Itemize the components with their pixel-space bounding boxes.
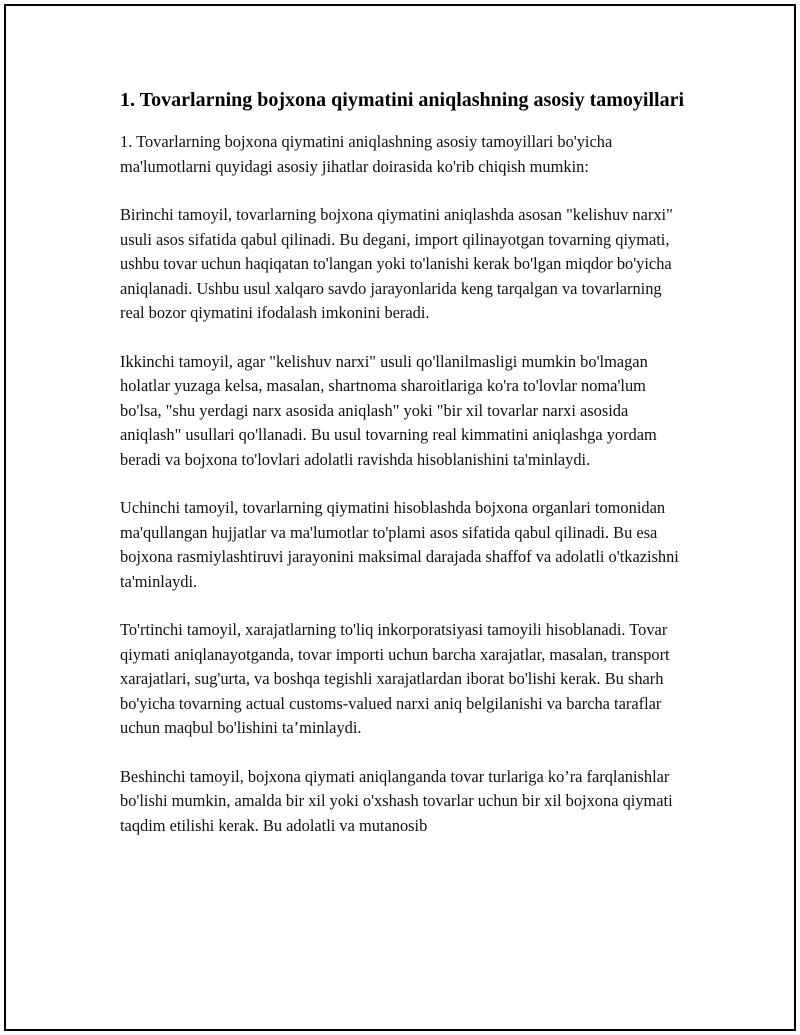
paragraph-second-principle: Ikkinchi tamoyil, agar "kelishuv narxi" usuli qo'llanilmasligi mumkin bo'lmagan holatlar yuzaga kelsa, masalan, shartnoma sharoitlariga ko'ra to'lovlar noma'lum bo'lsa, "shu yerdagi narx asosida aniqlash" yoki "bir xil tovarlar narxi asosida aniqlash" usullari qo'llanadi. Bu usul tovarning real kimmatini aniqlashga yordam beradi va bojxona to'lovlari adolatli ravishda hisoblanishini ta'minlaydi.	[120, 351, 657, 469]
paragraph-fifth-principle: Beshinchi tamoyil, bojxona qiymati aniqlanganda tovar turlariga ko’ra farqlanishlar bo'lishi mumkin, amalda bir xil yoki o'xshash tovarlar uchun bir xil bojxona qiymati taqdim etilishi kerak. Bu adolatli va mutanosib	[120, 766, 673, 835]
paragraph-third-principle: Uchinchi tamoyil, tovarlarning qiymatini hisoblashda bojxona organlari tomonidan ma'qullangan hujjatlar va ma'lumotlar to'plami asos sifatida qabul qilinadi. Bu esa bojxona rasmiylashtiruvi jarayonini maksimal darajada shaffof va adolatli o'tkazishni ta'minlaydi.	[120, 498, 679, 591]
paragraph-first-principle: Birinchi tamoyil, tovarlarning bojxona qiymatini aniqlashda asosan "kelishuv narxi" usuli asos sifatida qabul qilinadi. Bu degani, import qilinayotgan tovarning qiymati, ushbu tovar uchun haqiqatan to'langan yoki to'lanishi kerak bo'lgan miqdor bo'yicha aniqlanadi. Ushbu usul xalqaro savdo jarayonlarida keng tarqalgan va tovarlarning real bozor qiymatini ifodalash imkonini beradi.	[120, 205, 673, 322]
document-page	[4, 4, 796, 1031]
paragraph-fourth-principle: To'rtinchi tamoyil, xarajatlarning to'liq inkorporatsiyasi tamoyili hisoblanadi. Tovar qiymati aniqlanayotganda, tovar importi uchun barcha xarajatlar, masalan, transport xarajatlari, sug'urta, va boshqa tegishli xarajatlardan iborat bo'lishi kerak. Bu sharh bo'yicha tovarning actual customs-valued narxi aniq belgilanishi va barcha taraflar uchun maqbul bo'lishini ta’minlaydi.	[120, 620, 670, 737]
paragraph-intro: 1. Tovarlarning bojxona qiymatini aniqlashning asosiy tamoyillari bo'yicha ma'lumotlarni quyidagi asosiy jihatlar doirasida ko'rib chiqish mumkin:	[120, 132, 613, 176]
document-body	[120, 86, 690, 862]
section-heading: 1. Tovarlarning bojxona qiymatini aniqlashning asosiy tamoyillari	[120, 89, 685, 111]
